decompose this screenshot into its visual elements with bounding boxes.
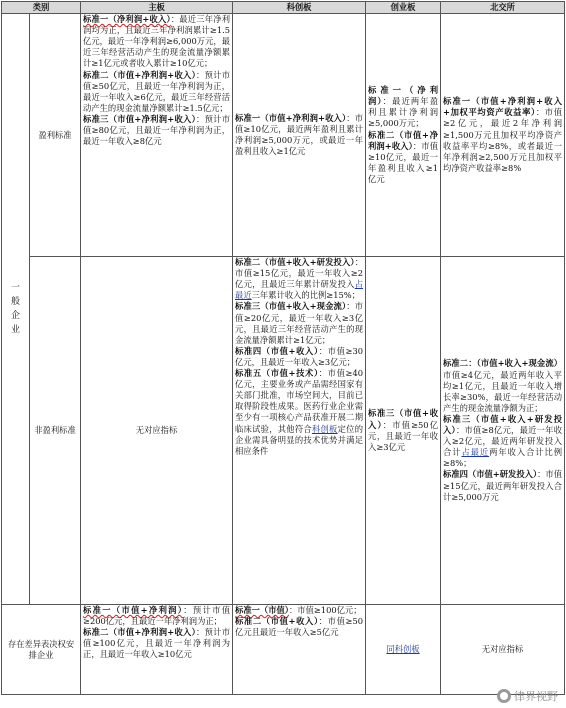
star-standard-4-body: ：市值≥30亿元，且最近一年收入≥3亿元； (235, 345, 364, 367)
watermark (497, 688, 558, 704)
profit-main-cell (81, 14, 233, 257)
bse-standard-3-body-b: 两年收入合计比例≥8%； (443, 447, 562, 469)
header-row (2, 2, 565, 14)
chinext-standard-3-title: 标准三（市值+收入） (368, 408, 439, 430)
general-enterprise-cell (2, 14, 30, 605)
bse-standard-3-body-a: ：市值≥8亿元，最近一年收入≥2亿元，最近两年研发投入合计 (443, 425, 563, 458)
non-profit-star-cell (233, 257, 366, 605)
non-profit-chinext-cell (366, 257, 441, 605)
differential-chinext-cell (366, 605, 441, 695)
profit-bse-cell (441, 14, 565, 257)
bse-standard-2-body: 市值≥4亿元，最近两年收入平均≥1亿元，且最近一年收入增长率≥30%，最近一年经营活动产生的现金流量净额为正； (443, 369, 563, 413)
profit-chinext-cell (366, 14, 441, 257)
star-standard-5-body-a: ：市值≥40亿元，主要业务或产品需经国家有关部门批准，市场空间大，目前已取得阶段性成果。医药行业企业需至少有一项核心产品获准开展二期临床试验，其他符合 (235, 368, 364, 434)
star-standard-2-title: 标准二（市值+收入+研发投入） (235, 257, 355, 268)
non-profit-standard-row (2, 257, 565, 605)
main-standard-2-body: ：预计市值≥50亿元，且最近一年净利润为正，最近一年收入≥6亿元，最近三年经营活动产生的现金流量净额累计≥1.5亿元； (83, 69, 231, 113)
same-as-star-link[interactable]: 同科创板 (386, 644, 420, 655)
chinext-standard-2-body: ：市值≥10亿元，最近一年盈利且收入≥1亿元 (368, 140, 439, 184)
listing-standards-table (1, 1, 565, 695)
star-standard-2-body-b: 三年累计收入的比例≥15%； (251, 290, 360, 301)
bse-standard-4-body: ：市值≥15亿元，最近两年研发投入合计≥5,000万元 (443, 469, 563, 502)
diff-star-standard-2-title: 标准二（市值+收入） (235, 616, 319, 627)
differential-voting-row (2, 605, 565, 695)
bse-standard-1-body: ：市值≥2亿元，最近2年净利润≥1,500万元且加权平均净资产收益率平均≥8%，或者最近一年净利润≥2,500万元且加权平均净资产收益率≥8% (443, 107, 563, 173)
star-standard-1-title: 标准一（市值+净利润+收入） (235, 112, 347, 123)
chinext-standard-3-body: ：市值≥50亿元，且最近一年收入≥3亿元 (368, 419, 439, 452)
watermark-text: 律界视野 (514, 690, 558, 703)
bse-standard-1-title: 标准一（市值+净利润+收入+加权平均资产收益率） (443, 96, 563, 118)
diff-star-standard-1-body: ：市值≥100亿元； (288, 605, 362, 616)
star-standard-3-title: 标准三（市值+收入+现金流） (235, 301, 347, 312)
main-standard-1-title: 标准一（净利润+收入） (83, 14, 171, 25)
star-standard-4-title: 标准四（市值+收入） (235, 345, 319, 356)
bse-standard-4-title: 标准四（市值+研发投入） (443, 469, 538, 480)
header-bse: 北交所 (441, 2, 565, 14)
main-standard-3-body: ：预计市值≥80亿元，且最近一年净利润为正，最近一年收入≥8亿元 (83, 113, 231, 147)
diff-star-standard-2-body: ：市值≥50亿元且最近一年收入≥5亿元 (235, 616, 364, 638)
non-profit-bse-cell (441, 257, 565, 605)
chinext-standard-2-title: 标准二（市值+净利润+收入） (368, 129, 439, 151)
differential-bse-cell: 无对应指标 (441, 605, 565, 695)
profit-standard-row (2, 14, 565, 257)
star-standard-2-body-a: ：市值≥15亿元，最近一年收入≥2亿元，且最近三年累计研发投入 (235, 257, 364, 290)
star-standard-1-body: ：市值≥10亿元，最近两年盈利且累计净利润≥5,000万元，或最近一年盈利且收入≥1亿元 (235, 112, 364, 157)
bse-standard-3-title: 标准三（市值+收入+研发投入） (443, 413, 563, 436)
bse-standard-3-link[interactable]: 占最近 (461, 447, 490, 458)
star-standard-2-link[interactable]: 占最近 (235, 279, 364, 301)
diff-main-standard-2-body: ：预计市值≥100亿元，且最近一年净利润为正，且最近一年收入≥10亿元 (83, 627, 231, 660)
chinext-standard-1-title: 标准一（净利润） (368, 85, 439, 107)
differential-star-cell (233, 605, 366, 695)
star-standard-5-title: 标准五（市值+技术） (235, 368, 319, 379)
main-standard-3-title: 标准三（市值+净利润+收入） (83, 113, 197, 124)
header-category: 类别 (2, 2, 81, 14)
diff-star-standard-1-title: 标准一（市值） (235, 605, 289, 616)
star-standard-5-body-b: 定位的企业需具备明显的技术优势并满足相应条件 (235, 423, 364, 456)
main-standard-2-title: 标准二（市值+净利润+收入） (83, 69, 197, 80)
header-chinext: 创业板 (366, 2, 441, 14)
chinext-standard-1-body: ：最近两年盈利且累计净利润≥5,000万元； (368, 96, 439, 129)
profit-star-cell (233, 14, 366, 257)
diff-main-standard-2-title: 标准二（市值+净利润+收入） (83, 627, 197, 638)
star-standard-5-link[interactable]: 科创板 (311, 423, 338, 434)
star-standard-3-body: ：市值≥20亿元，最近一年收入≥3亿元，且最近三年经营活动产生的现金流量净额累计≥1亿元； (235, 301, 364, 345)
profit-standard-label: 盈利标准 (30, 14, 81, 257)
differential-main-cell (81, 605, 233, 695)
general-enterprise-label: 一般企业 (10, 283, 20, 336)
differential-voting-label: 存在差异表决权安排企业 (2, 605, 81, 695)
diff-main-standard-1-title: 标准一（市值+净利润） (83, 605, 184, 616)
bse-standard-2-title: 标准二：（市值+收入+现金流） (443, 358, 563, 369)
wechat-logo-icon (497, 689, 511, 703)
header-star-market: 科创板 (233, 2, 366, 14)
header-main-board: 主板 (81, 2, 233, 14)
main-standard-1-body: ：最近三年净利润均为正，且最近三年净利润累计≥1.5亿元，最近一年净利润≥6,000万元，最近三年经营活动产生的现金流量净额累计≥1亿元或者收入累计≥10亿元； (83, 14, 231, 69)
diff-main-standard-1-body: ：预计市值≥200亿元，且最近一年净利润为正； (83, 605, 230, 627)
non-profit-standard-label: 非盈利标准 (30, 257, 81, 605)
non-profit-main-cell: 无对应指标 (81, 257, 233, 605)
